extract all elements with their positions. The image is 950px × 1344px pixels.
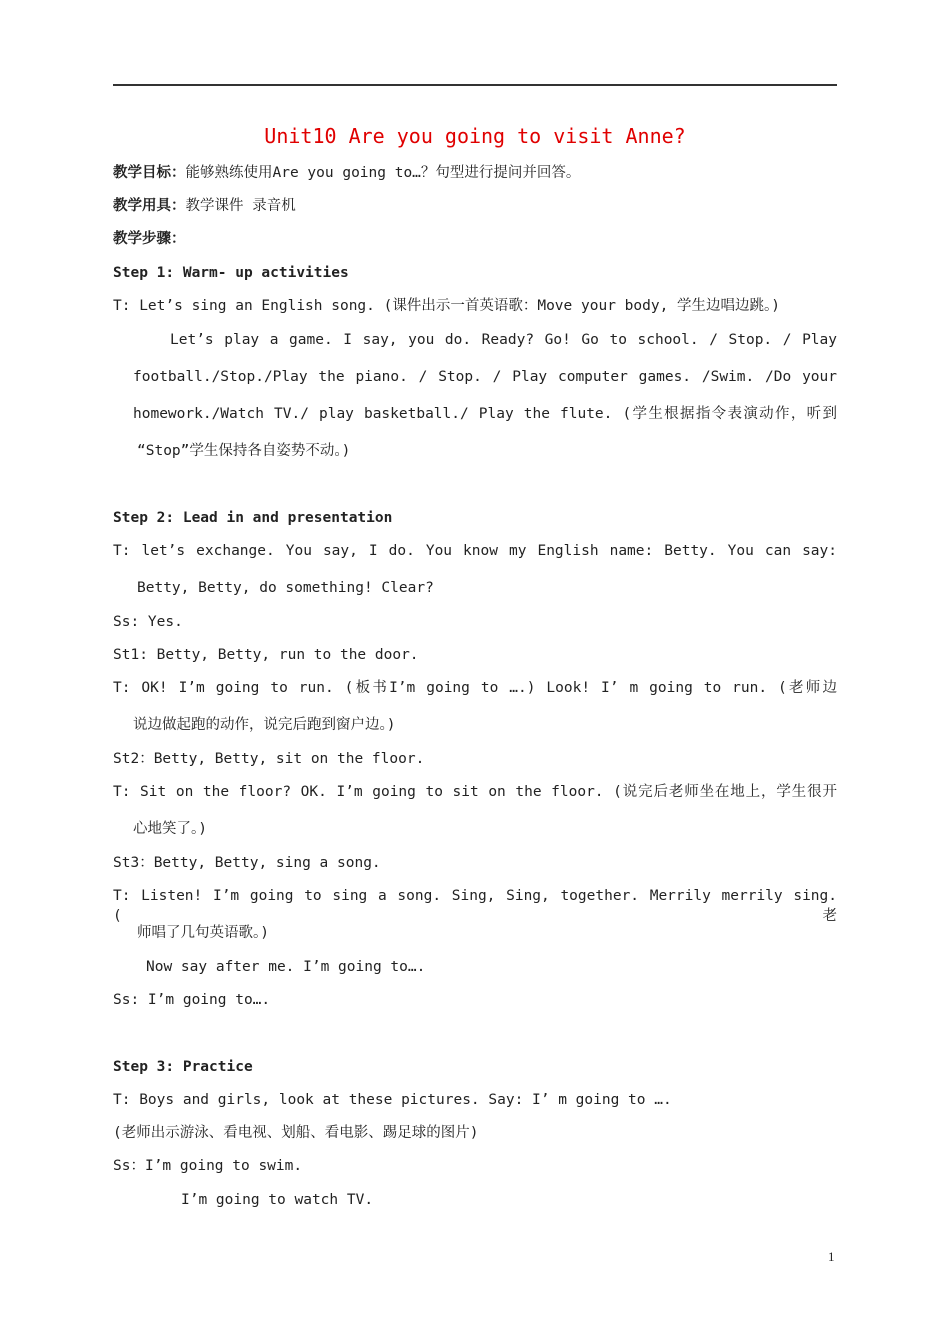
step2-line-6: 说边做起跑的动作，说完后跑到窗户边。) bbox=[133, 717, 396, 733]
step2-line-12: 师唱了几句英语歌。) bbox=[137, 925, 269, 941]
step2-line-7: St2：Betty, Betty, sit on the floor. bbox=[113, 751, 425, 767]
step2-line-13: Now say after me. I’m going to…. bbox=[146, 959, 426, 975]
step1-line-3: football./Stop./Play the piano. / Stop. / Play computer games. /Swim. /Do your bbox=[133, 369, 837, 385]
step2-line-10: St3：Betty, Betty, sing a song. bbox=[113, 855, 381, 871]
tools-text: 教学课件 录音机 bbox=[185, 198, 296, 214]
tools-line bbox=[113, 196, 296, 216]
step1-line-1: T: Let’s sing an English song. (课件出示一首英语歌：Move your body, 学生边唱边跳。) bbox=[113, 298, 781, 314]
step1-line-5: “Stop”学生保持各自姿势不动。) bbox=[137, 443, 351, 459]
header-rule bbox=[113, 84, 837, 86]
step1-line-4: homework./Watch TV./ play basketball./ Play the flute. (学生根据指令表演动作，听到 bbox=[133, 406, 837, 422]
step3-line-1: T: Boys and girls, look at these pictures. Say: I’ m going to …. bbox=[113, 1092, 672, 1108]
objective-line bbox=[113, 163, 580, 183]
step2-line-11: T: Listen! I’m going to sing a song. Sing, Sing, together. Merrily merrily sing. (老 bbox=[113, 888, 837, 924]
step3-heading: Step 3: Practice bbox=[113, 1059, 253, 1075]
steps-label: 教学步骤： bbox=[113, 231, 186, 247]
step2-line-2: Betty, Betty, do something! Clear? bbox=[137, 580, 434, 596]
page-number: 1 bbox=[828, 1249, 835, 1264]
step2-line-4: St1: Betty, Betty, run to the door. bbox=[113, 647, 419, 663]
step2-heading: Step 2: Lead in and presentation bbox=[113, 510, 393, 526]
objective-label: 教学目标： bbox=[113, 165, 186, 181]
step1-heading: Step 1: Warm- up activities bbox=[113, 265, 349, 281]
step1-line-2: Let’s play a game. I say, you do. Ready? Go! Go to school. / Stop. / Play bbox=[170, 332, 837, 348]
step2-line-14: Ss: I’m going to…. bbox=[113, 992, 271, 1008]
step2-line-5: T: OK! I’m going to run. (板书I’m going to ….) Look! I’ m going to run. (老师边 bbox=[113, 680, 837, 696]
step2-line-8: T: Sit on the floor? OK. I’m going to sit on the floor. (说完后老师坐在地上，学生很开 bbox=[113, 784, 837, 800]
step3-line-4: I’m going to watch TV. bbox=[181, 1192, 374, 1208]
step3-line-2: (老师出示游泳、看电视、划船、看电影、踢足球的图片) bbox=[113, 1125, 479, 1141]
step2-line-1: T: let’s exchange. You say, I do. You know my English name: Betty. You can say: bbox=[113, 543, 837, 559]
objective-text: 能够熟练使用Are you going to…？句型进行提问并回答。 bbox=[185, 165, 581, 181]
step2-line-9: 心地笑了。) bbox=[133, 821, 207, 837]
tools-label: 教学用具： bbox=[113, 198, 186, 214]
page-title: Unit10 Are you going to visit Anne? bbox=[264, 124, 686, 148]
step3-line-3: Ss：I’m going to swim. bbox=[113, 1158, 303, 1174]
step2-line-3: Ss: Yes. bbox=[113, 614, 183, 630]
